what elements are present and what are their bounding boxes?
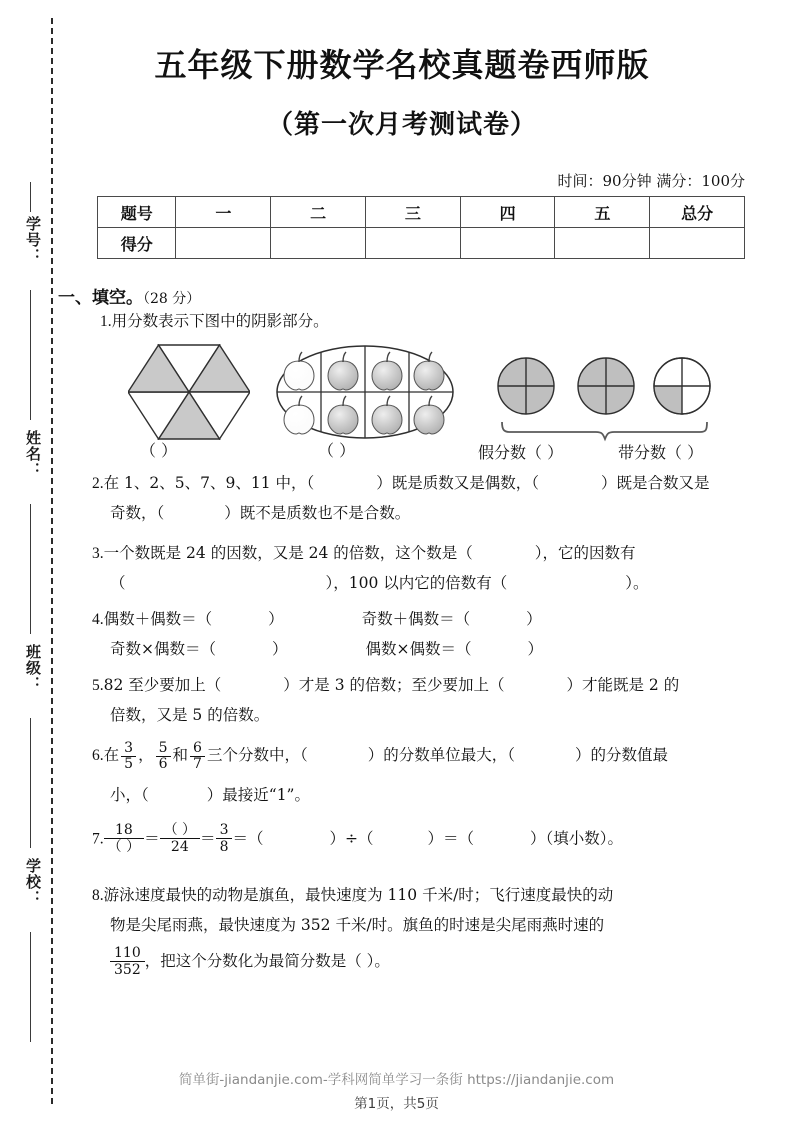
question-4-item-3: 奇数×偶数＝（	[110, 640, 216, 658]
question-8-line1: 游泳速度最快的动物是旗鱼，最快速度为 110 千米/时；飞行速度最快的动	[103, 886, 614, 904]
question-5-line1-c: ）才能既是 2 的	[566, 676, 680, 694]
question-6-mid-a: 三个分数中，（	[206, 746, 308, 764]
question-6	[92, 740, 757, 771]
left-margin	[0, 0, 52, 1122]
question-1-body: 用分数表示下图中的阴影部分。	[111, 312, 329, 330]
question-4-close-3: ）	[272, 640, 288, 658]
question-6-fraction-1: $\frac{3}{5}$	[121, 741, 136, 771]
brace-icon	[502, 422, 707, 439]
question-7-number: 7.	[92, 830, 104, 848]
score-table-row-label-0: 题号	[98, 197, 176, 228]
apple-r2c4	[414, 396, 444, 434]
hexagon-figure	[128, 344, 250, 445]
question-6-mid-c: ）的分数值最	[574, 746, 668, 764]
score-table-col-5: 总分	[650, 197, 745, 228]
apple-r2c2	[328, 396, 358, 434]
question-6-line2-b: ）最接近“1”。	[206, 786, 310, 804]
question-6-lead: 在	[103, 746, 120, 764]
score-table	[97, 196, 745, 259]
question-8	[92, 880, 764, 911]
question-3-number: 3.	[92, 545, 104, 562]
circle-2	[578, 358, 634, 414]
question-5-line2: 倍数，又是 5 的倍数。	[110, 706, 270, 724]
question-2-line2-b: ）既不是质数也不是合数。	[224, 504, 411, 522]
question-5-number: 5.	[92, 677, 104, 694]
score-cell-3[interactable]	[460, 228, 555, 259]
score-table-row-label-1: 得分	[98, 228, 176, 259]
circle-1	[498, 358, 554, 414]
question-1-hexagon-answer-blank[interactable]: （ ）	[140, 441, 178, 460]
section-points: （28 分）	[143, 291, 201, 307]
question-7-fraction-2[interactable]: （ ） 24	[160, 822, 200, 855]
question-3-line2-a: （	[110, 574, 126, 592]
question-5-line1-a: 82 至少要加上（	[103, 676, 222, 694]
score-table-col-2: 三	[365, 197, 460, 228]
score-cell-2[interactable]	[365, 228, 460, 259]
score-table-col-4: 五	[555, 197, 650, 228]
margin-rule-2	[30, 290, 31, 420]
question-2-line1-a: 在 1、2、5、7、9、11 中，（	[103, 474, 315, 492]
apple-r1c4	[414, 352, 444, 390]
question-4-close-4: ）	[527, 640, 544, 658]
score-table-col-1: 二	[271, 197, 366, 228]
page-title: 五年级下册数学名校真题卷西师版	[154, 46, 650, 84]
page-number: 第1页，共5页	[354, 1096, 439, 1112]
section-label: 一、填空。	[58, 288, 143, 308]
question-2-line2	[110, 498, 770, 528]
question-2-line2-a: 奇数，（	[110, 504, 165, 522]
question-3-line2-b: ），100 以内它的倍数有（	[325, 574, 508, 592]
question-7	[92, 822, 772, 855]
score-cell-5[interactable]	[650, 228, 745, 259]
margin-label-name: 姓名：	[24, 430, 42, 478]
question-4-number: 4.	[92, 611, 104, 628]
question-8-number: 8.	[92, 887, 104, 904]
question-4-item-4: 偶数×偶数＝（	[365, 640, 472, 658]
score-table-col-0: 一	[176, 197, 271, 228]
question-3-line2-c: ）。	[625, 574, 649, 592]
margin-rule-5	[30, 932, 31, 1042]
watermark-text: 简单街-jiandanjie.com-学科网简单学习一条街 https://jiandanjie.com	[178, 1072, 615, 1088]
ellipse-apples-figure	[276, 344, 454, 445]
question-8-line3	[110, 944, 782, 978]
question-2-number: 2.	[92, 475, 104, 492]
question-1-number: 1.	[100, 313, 112, 330]
margin-rule-3	[30, 504, 31, 634]
question-6-fraction-2: $\frac{5}{6}$	[156, 741, 171, 771]
page-subtitle: （第一次月考测试卷）	[266, 110, 537, 140]
question-5	[92, 670, 757, 701]
question-4-close-1: ）	[268, 610, 284, 628]
section-heading	[58, 283, 200, 308]
question-8-tail[interactable]: ，把这个分数化为最简分数是（ ）。	[144, 952, 390, 970]
question-2	[92, 468, 752, 499]
margin-rule-1	[30, 182, 31, 212]
apple-r1c1	[284, 352, 314, 390]
question-3-line1-a: 一个数既是 24 的因数，又是 24 的倍数，这个数是（	[103, 544, 473, 562]
question-3-line1-b: ），它的因数有	[534, 544, 636, 562]
question-7-eq-1: ＝	[144, 829, 160, 848]
exam-info: 时间：90分钟 满分：100分	[557, 172, 745, 190]
apple-r2c1	[284, 396, 314, 434]
margin-rule-4	[30, 718, 31, 848]
question-6-number: 6.	[92, 747, 104, 764]
question-6-mid-b: ）的分数单位最大，（	[367, 746, 515, 764]
question-6-line2-a: 小，（	[110, 786, 149, 804]
question-7-fraction-1[interactable]: 18 （ ）	[104, 822, 144, 855]
question-7-div: ）÷（	[329, 829, 374, 848]
question-6-line2	[110, 780, 775, 810]
question-8-line2: 物是尖尾雨燕，最快速度为 352 千米/时。旗鱼的时速是尖尾雨燕时速的	[110, 916, 605, 934]
question-2-line1-b: ）既是质数又是偶数，（	[376, 474, 540, 492]
question-4-item-2: 奇数＋偶数＝（	[361, 610, 471, 628]
question-7-eq-3: ＝（	[232, 829, 264, 848]
apple-r1c3	[372, 352, 402, 390]
question-3-line2	[110, 568, 775, 598]
question-3	[92, 538, 757, 569]
question-8-fraction: $\frac{110}{352}$	[110, 945, 145, 978]
circle-3	[654, 358, 710, 414]
question-6-fraction-3: $\frac{6}{7}$	[190, 741, 205, 771]
question-4-line2	[110, 634, 775, 664]
score-cell-0[interactable]	[176, 228, 271, 259]
table-row-header	[98, 197, 745, 228]
question-1-mixed-number-blank[interactable]: 带分数（ ）	[618, 443, 704, 462]
question-1-text	[100, 306, 329, 337]
question-2-line1-c: ）既是合数又是	[601, 474, 710, 492]
score-cell-4[interactable]	[555, 228, 650, 259]
question-1-ellipse-answer-blank[interactable]: （ ）	[318, 441, 356, 460]
margin-label-student-id: 学号：	[24, 216, 42, 264]
question-7-fraction-3: $\frac{3}{8}$	[216, 822, 233, 855]
question-4-close-2: ）	[526, 610, 542, 628]
question-7-eq-2: ＝	[200, 829, 216, 848]
apple-r1c2	[328, 352, 358, 390]
question-7-eq-4: ）＝（	[427, 829, 475, 848]
question-5-line1-b: ）才是 3 的倍数；至少要加上（	[283, 676, 505, 694]
question-4	[92, 604, 757, 635]
question-4-item-1: 偶数＋偶数＝（	[103, 610, 213, 628]
score-table-col-3: 四	[460, 197, 555, 228]
margin-label-school: 学校：	[24, 858, 42, 906]
question-6-sep-2: 和	[172, 746, 189, 764]
table-row-scores	[98, 228, 745, 259]
score-cell-1[interactable]	[271, 228, 366, 259]
apple-r2c3	[372, 396, 402, 434]
margin-label-class: 班级：	[24, 644, 42, 692]
margin-dashed-line	[51, 18, 53, 1104]
question-1-improper-fraction-blank[interactable]: 假分数（ ）	[478, 443, 564, 462]
question-7-tail: ）（填小数）。	[530, 829, 624, 848]
question-6-sep-1: ，	[138, 746, 154, 764]
